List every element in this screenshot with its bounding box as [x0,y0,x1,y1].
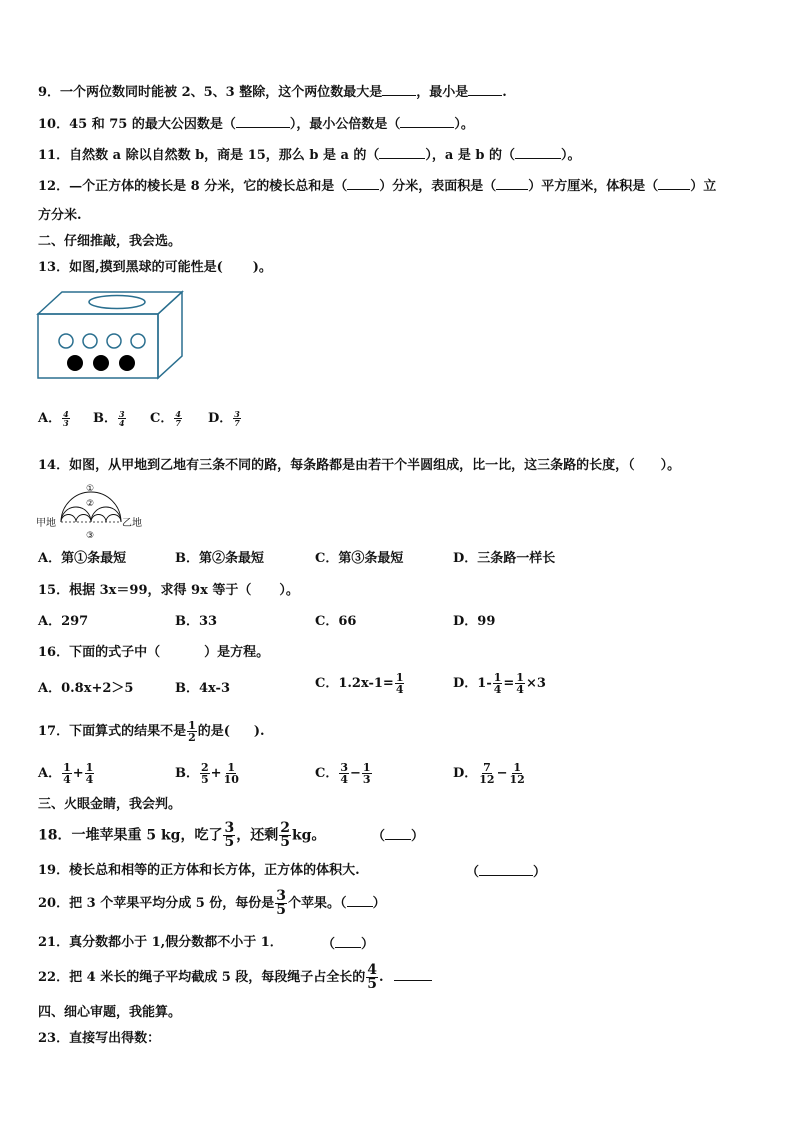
question-13: 13．如图,摸到黑球的可能性是( )。 [38,260,272,275]
option-b[interactable]: B．第②条最短 [175,551,264,566]
judgement-slot[interactable]: （ ） [322,934,374,954]
end-label: 乙地 [122,518,142,529]
black-ball [67,355,83,371]
option-a[interactable]: A．297 [38,614,89,629]
option-a[interactable]: A． $\frac{1}{4}$ + $\frac{1}{4}$ [38,761,94,786]
question-21: 21．真分数都小于 1,假分数都不小于 1． [38,935,283,950]
answer-blank[interactable] [236,114,290,128]
answer-blank[interactable] [658,176,690,190]
option-a[interactable]: A．0.8x+2＞5 [38,681,134,696]
question-10: 10．45 和 75 的最大公因数是（ ），最小公倍数是（ ）。 [38,114,474,134]
question-15: 15．根据 3x＝99，求得 9x 等于（ ）。 [38,583,299,598]
option-b[interactable]: B． $\frac{2}{5}$ + $\frac{1}{10}$ [175,761,239,786]
fraction: $\frac{2}{5}$ [201,761,209,786]
answer-blank[interactable] [379,145,425,159]
fraction: $\frac{3}{7}$ [234,409,240,428]
option-c[interactable]: C．第③条最短 [315,551,404,566]
option-c[interactable]: C．66 [315,614,357,629]
question-9: 9．一个两位数同时能被 2、5、3 整除，这个两位数最大是 ，最小是 . [38,82,507,102]
fraction: $\frac{7}{12}$ [479,761,495,786]
white-ball [107,334,121,348]
question-12: 12．—个正方体的棱长是 8 分米，它的棱长总和是（ ）分米，表面积是（ ）平方厘米，体积是（ ）立 [38,176,716,196]
black-ball [93,355,109,371]
white-ball [59,334,73,348]
answer-blank[interactable] [347,176,379,190]
option-a[interactable]: A． $\frac{4}{3}$ [38,409,69,428]
box-opening [89,296,145,309]
question-19: 19．棱长总和相等的正方体和长方体，正方体的体积大. [38,863,360,878]
fraction: $\frac{2}{5}$ [280,820,290,850]
fraction: $\frac{1}{2}$ [188,719,196,744]
white-ball [131,334,145,348]
fraction: $\frac{1}{4}$ [63,761,71,786]
question-12-line2: 方分米. [38,208,82,223]
ball-box-figure [36,288,186,384]
answer-blank[interactable] [400,114,454,128]
mark-1: ① [86,484,95,494]
mark-2: ② [86,499,95,509]
fraction: $\frac{1}{4}$ [493,671,502,696]
answer-blank[interactable] [382,82,416,96]
option-d[interactable]: D． $\frac{3}{7}$ [208,409,240,428]
white-ball [83,334,97,348]
answer-blank[interactable] [347,893,373,907]
fraction: $\frac{3}{4}$ [340,761,349,786]
black-ball [119,355,135,371]
question-18: 18．一堆苹果重 5 kg，吃了 $\frac{3}{5}$ ，还剩 $\frac{2}{5}$ kg。 [38,820,326,850]
question-11: 11．自然数 a 除以自然数 b，商是 15，那么 b 是 a 的（ ），a 是 b 的（ ）。 [38,145,581,165]
section-title: 四、细心审题，我能算。 [38,1005,182,1020]
answer-blank[interactable] [515,145,561,159]
option-a[interactable]: A．第①条最短 [38,551,127,566]
fraction: $\frac{1}{4}$ [395,671,404,696]
question-22: 22．把 4 米长的绳子平均截成 5 段，每段绳子占全长的 $\frac{4}{5}$ . [38,964,432,991]
semicircle-paths-figure [36,480,148,542]
fraction: $\frac{4}{3}$ [63,409,69,428]
start-label: 甲地 [36,518,56,529]
option-c[interactable]: C． $\frac{4}{7}$ [150,409,181,428]
answer-blank[interactable] [496,176,528,190]
fraction: $\frac{1}{4}$ [85,761,94,786]
fraction: $\frac{1}{10}$ [223,761,239,786]
option-c[interactable]: C．1.2x-1= $\frac{1}{4}$ [315,671,404,696]
section-title: 二、仔细推敲，我会选。 [38,234,182,249]
answer-blank[interactable] [479,862,533,876]
section-title: 三、火眼金睛，我会判。 [38,797,182,812]
option-d[interactable]: D．99 [453,614,496,629]
answer-blank[interactable] [385,826,411,840]
answer-blank[interactable] [335,934,361,948]
option-d[interactable]: D．三条路一样长 [453,551,556,566]
fraction: $\frac{3}{5}$ [224,820,235,850]
question-17: 17．下面算式的结果不是 $\frac{1}{2}$ 的是( ). [38,719,265,744]
fraction: $\frac{1}{12}$ [509,761,525,786]
option-c[interactable]: C． $\frac{3}{4}$ − $\frac{1}{3}$ [315,761,371,786]
question-20: 20．把 3 个苹果平均分成 5 份，每份是 $\frac{3}{5}$ 个苹果。（ ） [38,888,386,918]
fraction: $\frac{4}{5}$ [367,962,378,992]
fraction: $\frac{4}{7}$ [175,409,181,428]
option-d[interactable]: D． $\frac{7}{12}$ − $\frac{1}{12}$ [453,761,525,786]
option-b[interactable]: B．4x-3 [175,681,230,696]
box-side [158,292,182,378]
judgement-slot[interactable]: （ ） [466,862,546,882]
judgement-slot[interactable]: （ ） [372,826,424,846]
question-16: 16．下面的式子中（ ）是方程。 [38,645,270,660]
question-14: 14．如图，从甲地到乙地有三条不同的路，每条路都是由若干个半圆组成，比一比，这三条路的长度，（ ）。 [38,458,681,473]
fraction: $\frac{3}{4}$ [119,409,125,428]
answer-blank[interactable] [394,967,432,981]
option-b[interactable]: B． $\frac{3}{4}$ [93,409,125,428]
mark-3: ③ [86,531,95,541]
fraction: $\frac{3}{5}$ [276,888,287,918]
option-b[interactable]: B．33 [175,614,218,629]
question-23: 23．直接写出得数： [38,1031,161,1046]
fraction: $\frac{1}{4}$ [516,671,524,696]
option-d[interactable]: D．1- $\frac{1}{4}$ = $\frac{1}{4}$ ×3 [453,671,546,696]
fraction: $\frac{1}{3}$ [362,761,371,786]
answer-blank[interactable] [468,82,502,96]
